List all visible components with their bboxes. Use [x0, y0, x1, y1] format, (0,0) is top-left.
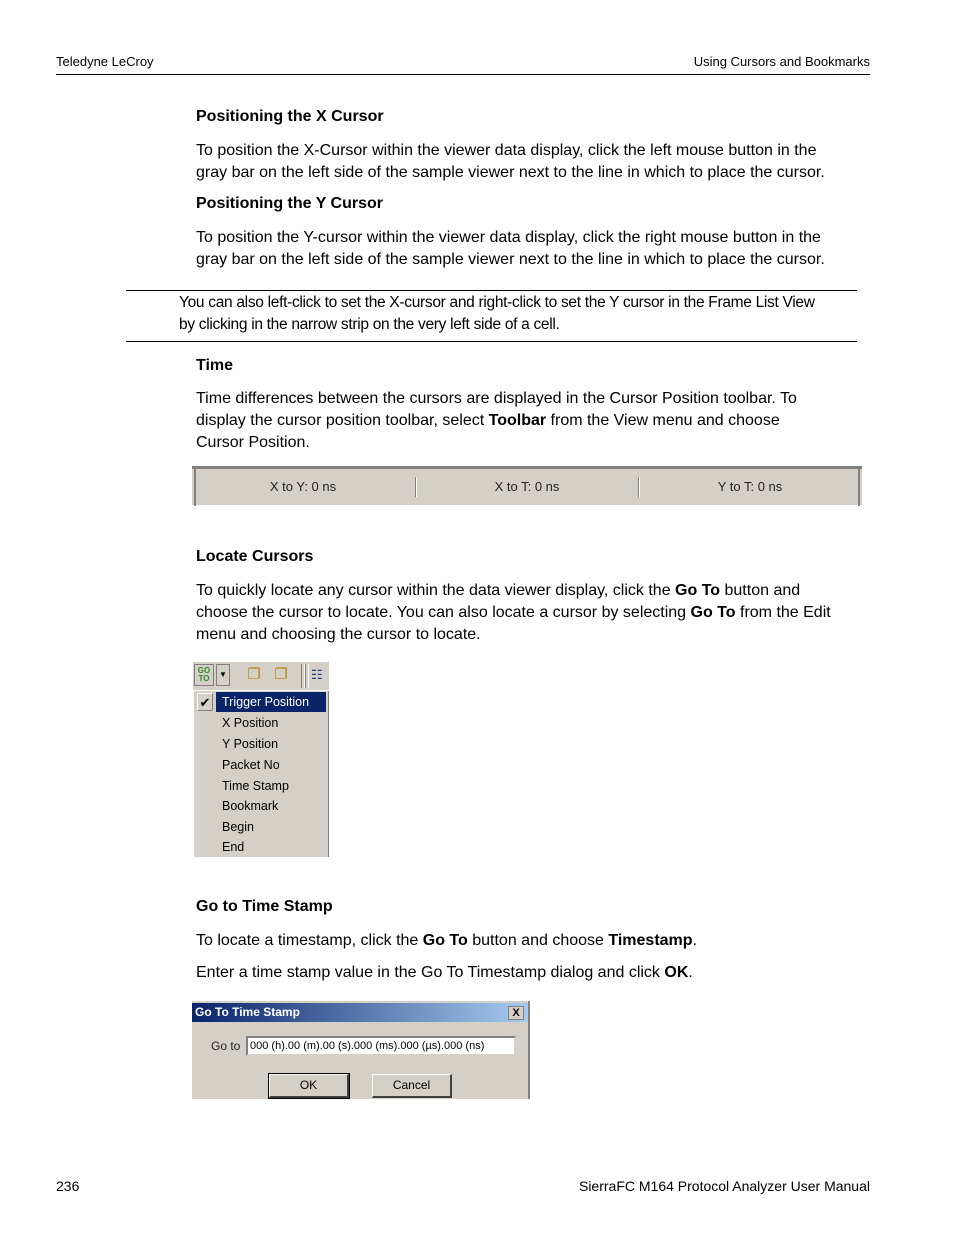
- menu-item-trigger-position[interactable]: Trigger Position: [216, 692, 326, 712]
- timestamp-term: Timestamp: [608, 932, 693, 949]
- goto-term: Go To: [690, 604, 736, 621]
- note-line2: by clicking in the narrow strip on the very left side of a cell.: [179, 316, 560, 333]
- menu-item-end[interactable]: End: [222, 840, 245, 854]
- paragraph-time: [196, 388, 872, 454]
- time-line2: [196, 410, 872, 432]
- check-icon: ✔: [197, 693, 213, 711]
- menu-item-x-position[interactable]: X Position: [222, 716, 279, 730]
- time-line2-post: from the View menu and choose: [546, 412, 780, 429]
- timestamp-input[interactable]: 000 (h).00 (m).00 (s).000 (ms).000 (µs).000 (ns): [246, 1036, 516, 1056]
- goto-menu-screenshot: [193, 662, 329, 857]
- x-cursor-line2: gray bar on the left side of the sample viewer next to the line in which to place the cursor.: [196, 164, 825, 181]
- y-cursor-line1: To position the Y-cursor within the viewer data display, click the right mouse button in the: [196, 229, 821, 246]
- locate-line3: menu and choosing the cursor to locate.: [196, 626, 481, 643]
- paragraph-goto-ts-2: [196, 962, 872, 984]
- time-line1: Time differences between the cursors are displayed in the Cursor Position toolbar. To: [196, 390, 797, 407]
- ok-button[interactable]: OK: [269, 1074, 349, 1098]
- heading-y-cursor: Positioning the Y Cursor: [196, 195, 383, 212]
- goto-ts-p2-post: .: [688, 964, 693, 981]
- goto-ts-p1-post: .: [692, 932, 697, 949]
- dialog-title: Go To Time Stamp: [195, 1005, 300, 1019]
- locate-line1-post: button and: [720, 582, 801, 599]
- locate-line1-pre: To quickly locate any cursor within the data viewer display, click the: [196, 582, 676, 599]
- goto-button-label-top: GO: [197, 666, 211, 675]
- heading-locate-cursors: Locate Cursors: [196, 548, 314, 565]
- cancel-button[interactable]: Cancel: [372, 1074, 452, 1098]
- header-rule: [56, 74, 870, 75]
- footer-title: SierraFC M164 Protocol Analyzer User Manual: [578, 1178, 870, 1194]
- cursor-position-toolbar: [192, 466, 862, 506]
- heading-x-cursor: Positioning the X Cursor: [196, 108, 384, 125]
- close-glyph: X: [512, 1007, 520, 1019]
- note-line1: You can also left-click to set the X-cursor and right-click to set the Y cursor in the Frame List View: [179, 294, 815, 311]
- y-to-t-readout: Y to T: 0 ns: [717, 479, 783, 494]
- close-icon[interactable]: [508, 1006, 524, 1020]
- paragraph-locate: [196, 580, 872, 646]
- menu-item-time-stamp[interactable]: Time Stamp: [222, 779, 289, 793]
- ok-term: OK: [664, 964, 689, 981]
- goto-dropdown-menu: [193, 691, 329, 857]
- chevron-down-icon[interactable]: ▼: [216, 664, 230, 686]
- menu-item-y-position[interactable]: Y Position: [222, 737, 279, 751]
- heading-go-to-time-stamp: Go to Time Stamp: [196, 898, 333, 915]
- paragraph-y-cursor: [196, 227, 872, 271]
- note-top-rule: [126, 290, 857, 291]
- x-to-t-readout: X to T: 0 ns: [494, 479, 560, 494]
- toolbar-term: Toolbar: [488, 412, 547, 429]
- time-line2-pre: display the cursor position toolbar, select: [196, 412, 489, 429]
- x-to-y-readout: X to Y: 0 ns: [269, 479, 337, 494]
- paragraph-goto-ts-1: [196, 930, 872, 952]
- goto-label: Go to: [211, 1039, 241, 1053]
- goto-toolbar-strip: [193, 662, 329, 690]
- grid-view-icon[interactable]: ☷: [311, 667, 323, 682]
- goto-ts-p2-pre: Enter a time stamp value in the Go To Timestamp dialog and click: [196, 964, 665, 981]
- menu-item-packet-no[interactable]: Packet No: [222, 758, 280, 772]
- locate-line2-post: from the Edit: [735, 604, 831, 621]
- locate-line2: [196, 602, 872, 624]
- menu-item-begin[interactable]: Begin: [222, 820, 254, 834]
- y-cursor-line2: gray bar on the left side of the sample viewer next to the line in which to place the cursor.: [196, 251, 825, 268]
- go-to-time-stamp-dialog: [192, 1001, 530, 1099]
- time-line3: Cursor Position.: [196, 434, 310, 451]
- goto-term: Go To: [675, 582, 721, 599]
- x-cursor-line1: To position the X-Cursor within the viewer data display, click the left mouse button in the: [196, 142, 817, 159]
- goto-term: Go To: [422, 932, 468, 949]
- goto-button-label-bottom: TO: [198, 674, 210, 683]
- toolbar-separator: [305, 664, 309, 688]
- locate-line2-pre: choose the cursor to locate. You can also locate a cursor by selecting: [196, 604, 691, 621]
- note-box: [179, 292, 879, 336]
- note-bottom-rule: [126, 341, 857, 342]
- goto-ts-p1-pre: To locate a timestamp, click the: [196, 932, 423, 949]
- header-left: Teledyne LeCroy: [56, 54, 154, 69]
- dialog-title-bar: [192, 1003, 528, 1022]
- page-number: 236: [56, 1178, 80, 1194]
- paragraph-x-cursor: [196, 140, 872, 184]
- menu-item-bookmark[interactable]: Bookmark: [222, 799, 279, 813]
- toolbar-right-edge: [858, 469, 860, 506]
- goto-ts-p1-mid: button and choose: [467, 932, 609, 949]
- heading-time: Time: [196, 357, 234, 374]
- header-right: Using Cursors and Bookmarks: [693, 54, 870, 69]
- bookmark-next-icon[interactable]: ❐: [274, 666, 288, 683]
- bookmark-prev-icon[interactable]: ❐: [247, 666, 261, 683]
- locate-line1: [196, 580, 872, 602]
- goto-button[interactable]: [194, 664, 214, 686]
